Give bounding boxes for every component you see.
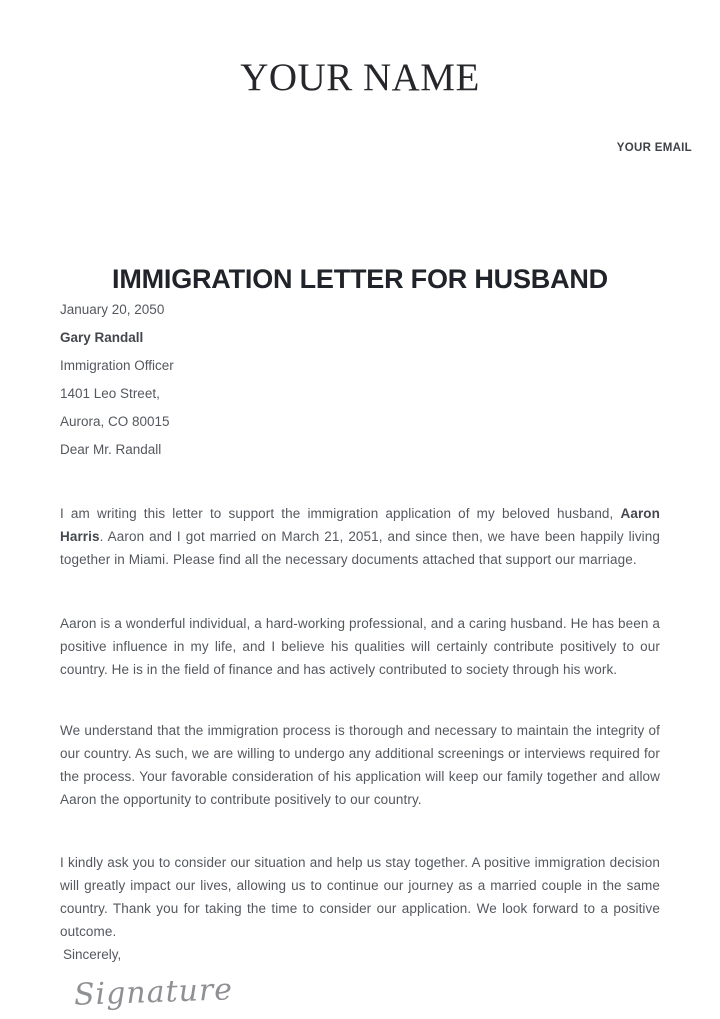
letter-body	[60, 302, 660, 1013]
recipient-address-line-1: 1401 Leo Street,	[60, 386, 160, 401]
husband-name-bold: Aaron Harris	[60, 506, 660, 544]
paragraph-2: Aaron is a wonderful individual, a hard-working professional, and a caring husband. He has been a positive influence in my life, and I believe his qualities will certainly contribute positively to our country. He is in the field of finance and has actively contributed to society through his work.	[60, 616, 660, 677]
closing-line: Sincerely,	[63, 947, 122, 962]
signature: Signature	[73, 972, 234, 1013]
letterhead-email: YOUR EMAIL	[616, 142, 692, 154]
paragraph-1	[60, 502, 660, 571]
recipient-role: Immigration Officer	[60, 358, 174, 373]
paragraph-4: I kindly ask you to consider our situation and help us stay together. A positive immigration decision will greatly impact our lives, allowing us to continue our journey as a married couple in the same country. Thank you for taking the time to consider our application. We look forward to a positive outcome.	[60, 855, 660, 939]
recipient-name: Gary Randall	[60, 330, 144, 345]
paragraph-1-text-after: . Aaron and I got married on March 21, 2051, and since then, we have been happily living together in Miami. Please find all the necessary documents attached that support our marriage.	[60, 529, 660, 567]
paragraph-3: We understand that the immigration process is thorough and necessary to maintain the integrity of our country. As such, we are willing to undergo any additional screenings or interviews required for the process. Your favorable consideration of his application will keep our family together and allow Aaron the opportunity to contribute positively to our country.	[60, 723, 660, 807]
recipient-address-line-2: Aurora, CO 80015	[60, 414, 170, 429]
letter-date: January 20, 2050	[60, 302, 165, 317]
recipient-block	[60, 302, 660, 458]
letter-title: IMMIGRATION LETTER FOR HUSBAND	[112, 264, 608, 294]
letterhead-name: YOUR NAME	[240, 56, 480, 99]
salutation: Dear Mr. Randall	[60, 442, 162, 457]
paragraph-1-text-before: I am writing this letter to support the immigration application of my beloved husband,	[60, 506, 621, 521]
